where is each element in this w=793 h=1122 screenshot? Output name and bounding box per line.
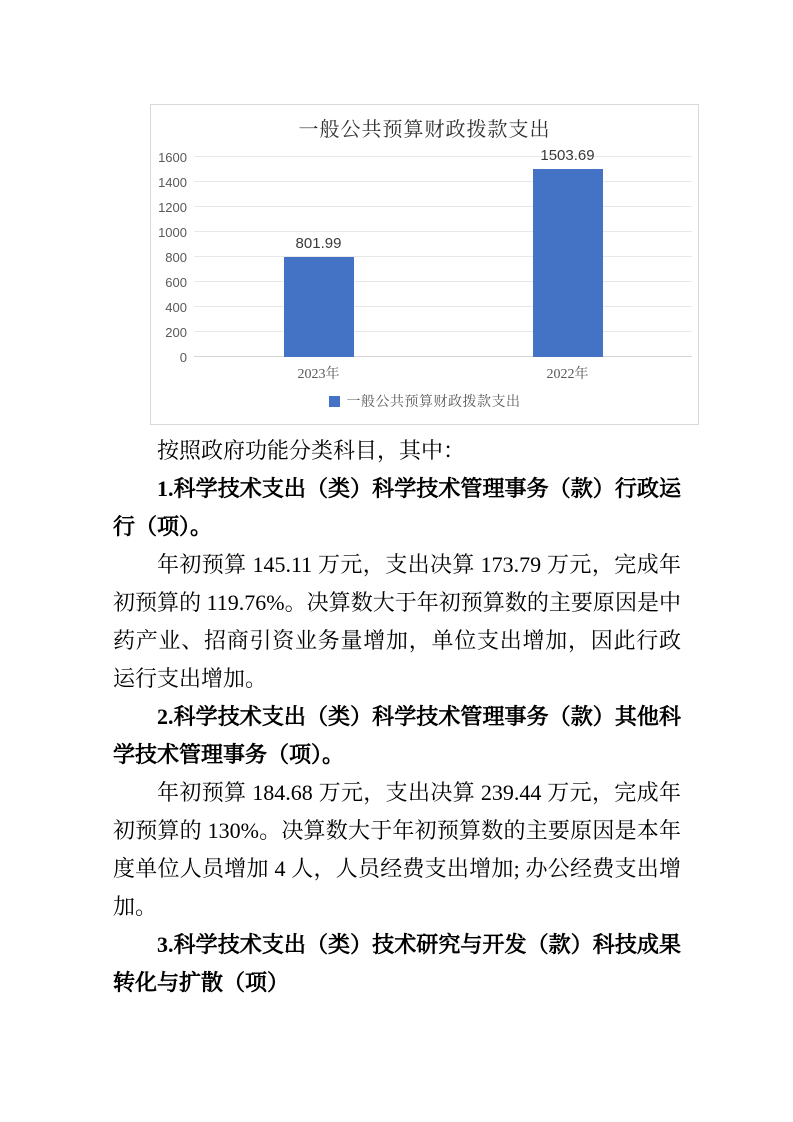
y-tick-label: 200	[165, 325, 187, 340]
gridline	[194, 181, 692, 182]
bar-chart	[150, 104, 699, 425]
gridline	[194, 206, 692, 207]
gridline	[194, 356, 692, 357]
gridline	[194, 231, 692, 232]
y-tick-label: 1600	[158, 150, 187, 165]
heading-paragraph: 3.科学技术支出（类）技术研究与开发（款）科技成果转化与扩散（项）	[113, 932, 681, 995]
chart-legend	[151, 391, 698, 412]
x-tick-label: 2022年	[546, 367, 589, 382]
gridline	[194, 331, 692, 332]
bar-value-label: 1503.69	[540, 147, 595, 165]
y-tick-label: 1200	[158, 200, 187, 215]
bar-2023年	[284, 257, 354, 357]
y-axis	[151, 150, 187, 365]
body-paragraph: 年初预算 184.68 万元，支出决算 239.44 万元，完成年初预算的 130%。决算数大于年初预算数的主要原因是本年度单位人员增加 4 人，人员经费支出增加; 办公经费支出增加。	[113, 780, 681, 919]
x-axis	[194, 363, 692, 383]
y-tick-label: 1400	[158, 175, 187, 190]
body-paragraph: 年初预算 145.11 万元，支出决算 173.79 万元，完成年初预算的 119.76%。决算数大于年初预算数的主要原因是中药产业、招商引资业务量增加，单位支出增加，因此行政运行支出增加。	[113, 552, 681, 691]
plot-area	[194, 147, 692, 357]
legend-square-icon	[329, 396, 340, 407]
gridline	[194, 281, 692, 282]
y-tick-label: 1000	[158, 225, 187, 240]
heading-paragraph: 1.科学技术支出（类）科学技术管理事务（款）行政运行（项）。	[113, 476, 681, 539]
body-paragraph: 按照政府功能分类科目，其中：	[157, 438, 466, 463]
legend-entry	[329, 391, 521, 411]
bar-2022年	[533, 169, 603, 357]
gridline	[194, 306, 692, 307]
bar-value-label: 801.99	[295, 234, 342, 252]
y-tick-label: 0	[179, 350, 187, 365]
heading-paragraph: 2.科学技术支出（类）科学技术管理事务（款）其他科学技术管理事务（项）。	[113, 704, 681, 767]
document-text	[113, 432, 681, 1002]
x-tick-label: 2023年	[297, 367, 340, 382]
y-tick-label: 800	[165, 250, 187, 265]
chart-title: 一般公共预算财政拨款支出	[298, 119, 551, 141]
y-tick-label: 600	[165, 275, 187, 290]
gridline	[194, 256, 692, 257]
y-tick-label: 400	[165, 300, 187, 315]
legend-label: 一般公共预算财政拨款支出	[346, 395, 521, 410]
